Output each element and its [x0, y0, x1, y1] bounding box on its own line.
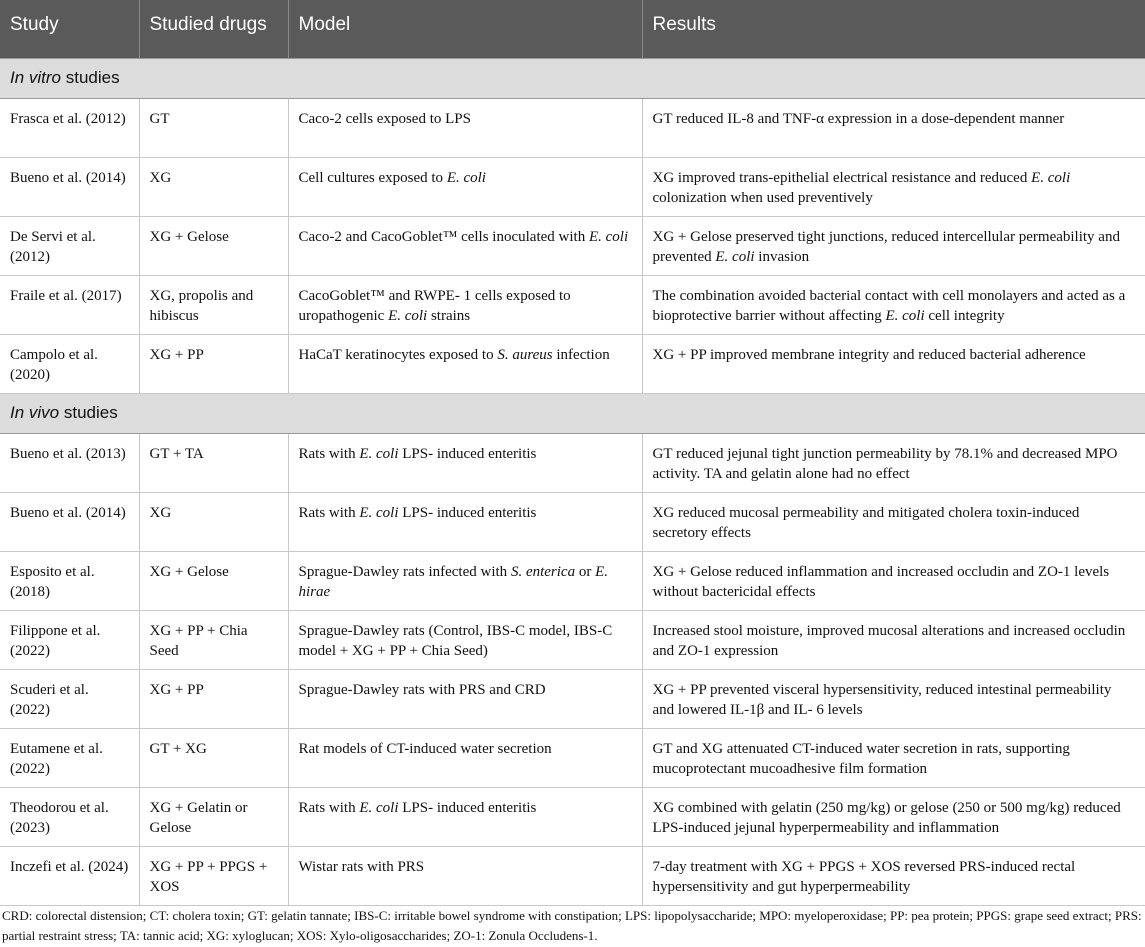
study-cell: Bueno et al. (2013)	[0, 433, 139, 492]
study-cell: Frasca et al. (2012)	[0, 98, 139, 157]
results-cell: XG + PP improved membrane integrity and reduced bacterial adherence	[642, 334, 1145, 393]
results-cell: XG reduced mucosal permeability and mitigated cholera toxin-induced secretory effects	[642, 492, 1145, 551]
study-cell: Bueno et al. (2014)	[0, 492, 139, 551]
drugs-cell: XG + PP	[139, 334, 288, 393]
table-row	[0, 669, 1145, 728]
model-cell: Caco-2 and CacoGoblet™ cells inoculated with E. coli	[288, 216, 642, 275]
model-cell: Cell cultures exposed to E. coli	[288, 157, 642, 216]
drugs-cell: XG + Gelose	[139, 216, 288, 275]
results-cell: XG + Gelose reduced inflammation and increased occludin and ZO-1 levels without bactericidal effects	[642, 551, 1145, 610]
drugs-cell: XG, propolis and hibiscus	[139, 275, 288, 334]
model-cell: HaCaT keratinocytes exposed to S. aureus infection	[288, 334, 642, 393]
model-cell: Rats with E. coli LPS- induced enteritis	[288, 787, 642, 846]
results-cell: Increased stool moisture, improved mucosal alterations and increased occludin and ZO-1 expression	[642, 610, 1145, 669]
model-cell: Rats with E. coli LPS- induced enteritis	[288, 433, 642, 492]
model-cell: Wistar rats with PRS	[288, 846, 642, 905]
section-title: In vivo studies	[0, 393, 1145, 433]
results-cell: 7-day treatment with XG + PPGS + XOS reversed PRS-induced rectal hypersensitivity and gut hyperpermeability	[642, 846, 1145, 905]
study-cell: De Servi et al. (2012)	[0, 216, 139, 275]
section-row	[0, 58, 1145, 98]
table-footnote: CRD: colorectal distension; CT: cholera toxin; GT: gelatin tannate; IBS-C: irritable bowel syndrome with constipation; LPS: lipopolysaccharide; MPO: myeloperoxidase; PP: pea protein; PPGS: grape seed extract; PRS: partial restraint stress; TA: tannic acid; XG: xyloglucan; XOS: Xylo-oligosaccharides; ZO-1: Zonula Occludens-1.	[2, 908, 1142, 943]
results-cell: XG + PP prevented visceral hypersensitivity, reduced intestinal permeability and lowered IL-1β and IL- 6 levels	[642, 669, 1145, 728]
model-cell: Rats with E. coli LPS- induced enteritis	[288, 492, 642, 551]
results-cell: XG improved trans-epithelial electrical resistance and reduced E. coli colonization when used preventively	[642, 157, 1145, 216]
table-row	[0, 846, 1145, 905]
table-row	[0, 334, 1145, 393]
model-cell: Sprague-Dawley rats (Control, IBS-C model, IBS-C model + XG + PP + Chia Seed)	[288, 610, 642, 669]
model-cell: Caco-2 cells exposed to LPS	[288, 98, 642, 157]
drugs-cell: XG	[139, 157, 288, 216]
results-cell: GT reduced jejunal tight junction permeability by 78.1% and decreased MPO activity. TA and gelatin alone had no effect	[642, 433, 1145, 492]
drugs-cell: XG + PP + PPGS + XOS	[139, 846, 288, 905]
table-row	[0, 433, 1145, 492]
drugs-cell: XG + PP + Chia Seed	[139, 610, 288, 669]
drugs-cell: XG + Gelatin or Gelose	[139, 787, 288, 846]
header-study: Study	[0, 0, 139, 58]
study-cell: Fraile et al. (2017)	[0, 275, 139, 334]
model-cell: CacoGoblet™ and RWPE- 1 cells exposed to uropathogenic E. coli strains	[288, 275, 642, 334]
table-row	[0, 216, 1145, 275]
table-row	[0, 157, 1145, 216]
study-cell: Esposito et al. (2018)	[0, 551, 139, 610]
table-row	[0, 275, 1145, 334]
results-cell: GT reduced IL-8 and TNF-α expression in a dose-dependent manner	[642, 98, 1145, 157]
header-model: Model	[288, 0, 642, 58]
drugs-cell: XG	[139, 492, 288, 551]
model-cell: Sprague-Dawley rats infected with S. enterica or E. hirae	[288, 551, 642, 610]
results-cell: The combination avoided bacterial contact with cell monolayers and acted as a bioprotective barrier without affecting E. coli cell integrity	[642, 275, 1145, 334]
drugs-cell: GT + XG	[139, 728, 288, 787]
table-row	[0, 492, 1145, 551]
drugs-cell: XG + PP	[139, 669, 288, 728]
study-cell: Scuderi et al. (2022)	[0, 669, 139, 728]
study-cell: Bueno et al. (2014)	[0, 157, 139, 216]
table-row	[0, 787, 1145, 846]
results-cell: XG combined with gelatin (250 mg/kg) or gelose (250 or 500 mg/kg) reduced LPS-induced jejunal hyperpermeability and inflammation	[642, 787, 1145, 846]
drugs-cell: GT	[139, 98, 288, 157]
drugs-cell: GT + TA	[139, 433, 288, 492]
results-cell: XG + Gelose preserved tight junctions, reduced intercellular permeability and prevented E. coli invasion	[642, 216, 1145, 275]
section-row	[0, 393, 1145, 433]
study-cell: Filippone et al. (2022)	[0, 610, 139, 669]
study-cell: Campolo et al. (2020)	[0, 334, 139, 393]
study-cell: Eutamene et al. (2022)	[0, 728, 139, 787]
table-row	[0, 551, 1145, 610]
model-cell: Rat models of CT-induced water secretion	[288, 728, 642, 787]
table-header	[0, 0, 1145, 58]
drugs-cell: XG + Gelose	[139, 551, 288, 610]
study-cell: Theodorou et al. (2023)	[0, 787, 139, 846]
study-cell: Inczefi et al. (2024)	[0, 846, 139, 905]
model-cell: Sprague-Dawley rats with PRS and CRD	[288, 669, 642, 728]
table-body	[0, 58, 1145, 905]
table-row	[0, 610, 1145, 669]
section-title: In vitro studies	[0, 58, 1145, 98]
header-studied-drugs: Studied drugs	[139, 0, 288, 58]
results-cell: GT and XG attenuated CT-induced water secretion in rats, supporting mucoprotectant mucoadhesive film formation	[642, 728, 1145, 787]
table-row	[0, 98, 1145, 157]
header-results: Results	[642, 0, 1145, 58]
table-row	[0, 728, 1145, 787]
